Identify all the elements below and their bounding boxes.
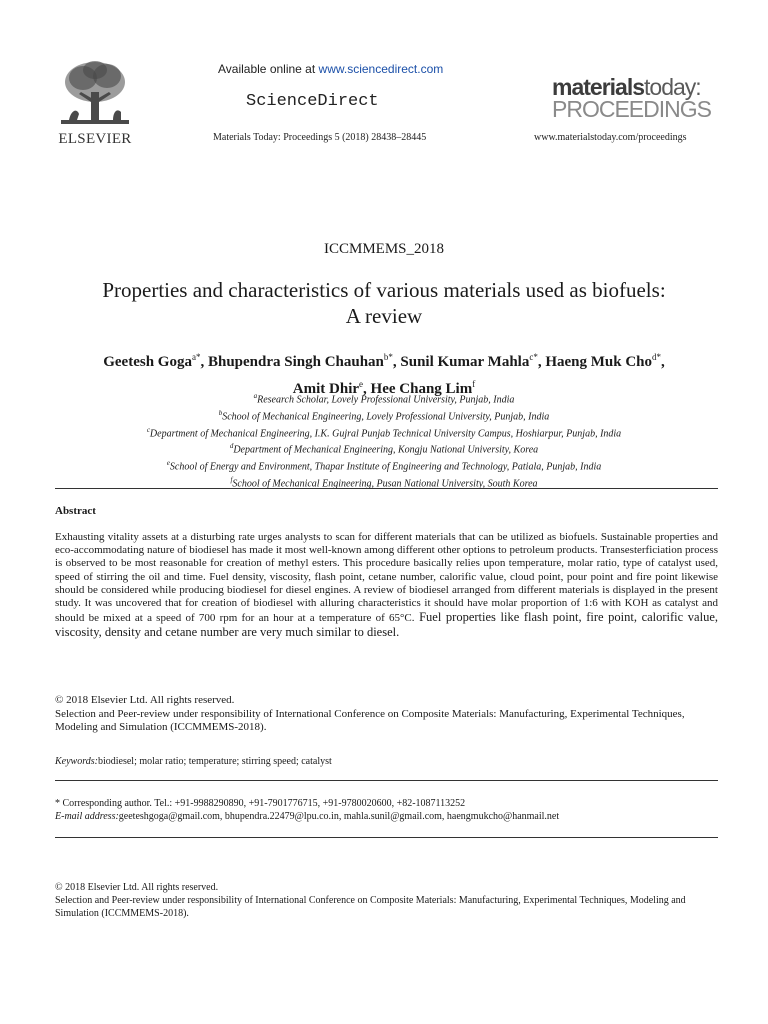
author-sup: e bbox=[359, 379, 364, 389]
sciencedirect-link[interactable]: www.sciencedirect.com bbox=[318, 62, 444, 76]
affiliation-text: School of Mechanical Engineering, Lovely Professional University, Punjab, India bbox=[222, 411, 550, 423]
mt-logo-rest: today: bbox=[644, 74, 701, 100]
keywords-text: biodiesel; molar ratio; temperature; stirring speed; catalyst bbox=[97, 756, 332, 767]
email-label: E-mail address: bbox=[55, 810, 119, 822]
affiliation bbox=[40, 440, 728, 457]
affiliation bbox=[40, 390, 728, 407]
mt-logo-bold: materials bbox=[552, 74, 645, 100]
author-name: Haeng Muk Cho bbox=[545, 354, 653, 370]
available-prefix: Available online at bbox=[218, 62, 319, 76]
affiliation bbox=[40, 457, 728, 474]
peer-review-notice: Selection and Peer-review under responsibility of International Conference on Composite Materials: Manufacturing, Experimental Techniques, Modeling and Simulation (ICCMMEMS-2018). bbox=[55, 707, 685, 733]
abstract-heading: Abstract bbox=[55, 505, 96, 517]
affiliation-text: Research Scholar, Lovely Professional University, Punjab, India bbox=[257, 394, 515, 406]
keywords-line bbox=[55, 756, 332, 767]
divider-bottom bbox=[55, 837, 718, 838]
email-line bbox=[55, 811, 718, 824]
footer-rights-block bbox=[55, 881, 718, 920]
affiliation-text: School of Energy and Environment, Thapar Institute of Engineering and Technology, Patiala, Punjab, India bbox=[169, 461, 602, 473]
title-line-1: Properties and characteristics of various materials used as biofuels: bbox=[102, 278, 666, 302]
journal-reference: Materials Today: Proceedings 5 (2018) 28438–28445 bbox=[213, 132, 427, 143]
mt-logo-proceedings: PROCEEDINGS bbox=[552, 96, 711, 122]
author-line-1 bbox=[40, 346, 728, 373]
author-name: Geetesh Goga bbox=[103, 354, 192, 370]
author-separator: , bbox=[200, 354, 208, 370]
author-separator: , bbox=[661, 354, 665, 370]
affiliation-sup: e bbox=[166, 459, 170, 468]
corresponding-author: * Corresponding author. Tel.: +91-9988290890, +91-7901776715, +91-9780020600, +82-1087113252 bbox=[55, 798, 466, 809]
affiliation-sup: a bbox=[253, 392, 258, 400]
author-sup: b* bbox=[383, 352, 393, 362]
affiliation-sup: c bbox=[146, 425, 150, 434]
footer-copyright: © 2018 Elsevier Ltd. All rights reserved. bbox=[55, 882, 219, 893]
materials-today-url[interactable]: www.materialstoday.com/proceedings bbox=[534, 132, 687, 143]
author-name: Hee Chang Lim bbox=[370, 381, 473, 397]
rights-block bbox=[55, 694, 718, 735]
keywords-label: Keywords: bbox=[55, 756, 98, 767]
affiliation-sup: b bbox=[218, 408, 223, 417]
abstract-main-text: Exhausting vitality assets at a disturbing rate urges analysts to scan for different materials that can be utilized as biofuels. Sustainable properties and eco-accommodating nature of biodiesel has made it most well-known among different other options to petroleum products. Transesterficiation process is observed to be most reasonable for creation of methyl esters. This procedure basically relies upon temperature, molar ratio, type of catalyst used, speed of stirring the oil and time. Fuel density, viscosity, flash point, cetane number, calorific value, cloud point, pour point and fire point likewise should be considered while producing biodiesel for diesel engines. A review of biodiesel arranged from different materials is displayed in the present study. It was uncovered that for creation of biodiesel with alluring characteristics it should have molar proportion of 1:6 with KOH as catalyst and should be mixed at a speed of 700 rpm for an hour at a temperature of 65°C. bbox=[55, 531, 718, 625]
title-line-2: A review bbox=[345, 304, 423, 328]
author-name: Amit Dhir bbox=[292, 381, 360, 397]
author-name: Bhupendra Singh Chauhan bbox=[207, 354, 384, 370]
elsevier-wordmark: ELSEVIER bbox=[58, 131, 132, 147]
affiliation-sup: d bbox=[229, 442, 234, 451]
author-name: Sunil Kumar Mahla bbox=[400, 354, 530, 370]
author-separator: , bbox=[363, 381, 371, 397]
correspondence-block bbox=[55, 798, 718, 823]
affiliation-text: Department of Mechanical Engineering, I.K. Gujral Punjab Technical University Campus, Hoshiarpur, Punjab, India bbox=[149, 427, 622, 439]
affiliation-sup: f bbox=[230, 476, 233, 485]
abstract-tail-text: Fuel properties like flash point, fire point, calorific value, viscosity, density and cetane number are very much similar to diesel. bbox=[55, 610, 719, 640]
availability-line bbox=[218, 62, 443, 76]
affiliation-text: School of Mechanical Engineering, Pusan National University, South Korea bbox=[232, 478, 538, 490]
author-sup: a* bbox=[191, 352, 201, 362]
article-title bbox=[40, 277, 728, 329]
sciencedirect-title: ScienceDirect bbox=[246, 92, 379, 111]
copyright-notice: © 2018 Elsevier Ltd. All rights reserved. bbox=[55, 694, 235, 706]
affiliation-list bbox=[40, 390, 728, 491]
affiliation-text: Department of Mechanical Engineering, Kongju National University, Korea bbox=[233, 444, 539, 456]
author-sup: f bbox=[472, 379, 476, 389]
conference-name: ICCMMEMS_2018 bbox=[323, 241, 445, 257]
author-separator: , bbox=[392, 354, 401, 370]
author-sup: c* bbox=[529, 352, 538, 362]
materials-today-logo bbox=[552, 76, 712, 120]
author-separator: , bbox=[537, 354, 546, 370]
divider-top bbox=[55, 488, 718, 489]
author-sup: d* bbox=[652, 352, 662, 362]
footer-peer-review: Selection and Peer-review under responsibility of International Conference on Composite Materials: Manufacturing, Experimental Techniques, Modeling and Simulation (ICCMMEMS-2018). bbox=[55, 895, 686, 919]
email-addresses[interactable]: geeteshgoga@gmail.com, bhupendra.22479@lpu.co.in, mahla.sunil@gmail.com, haengmukcho@hanmail.net bbox=[118, 810, 560, 822]
affiliation bbox=[40, 407, 728, 424]
affiliation bbox=[40, 424, 728, 441]
divider-middle bbox=[55, 780, 718, 781]
abstract-body bbox=[55, 531, 718, 641]
